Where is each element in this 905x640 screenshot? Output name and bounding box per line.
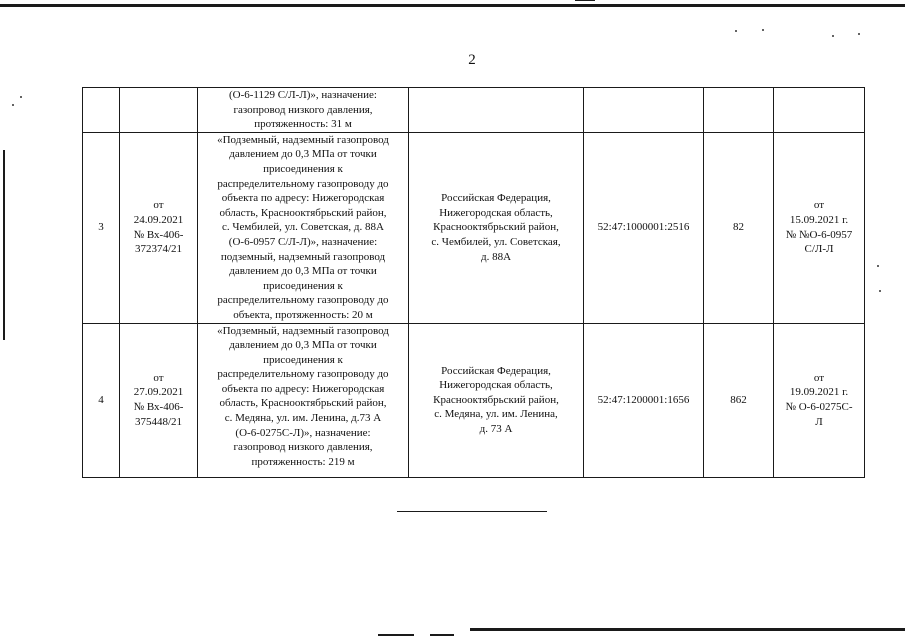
description-line: протяженность: 219 м [251,455,355,468]
decision-line: Л [815,415,823,428]
area-cell [704,88,774,133]
description-cell [198,323,409,477]
address-line: Нижегородская область, [439,379,553,392]
description-line: объекта, протяженность: 20 м [233,308,373,321]
description-line: (О-6-0957 С/Л-Л)», назначение: [228,235,378,248]
scan-edge-bottom-dash [378,634,414,636]
application-line: от [153,371,164,384]
description-line: подземный, надземный газопровод [220,250,386,263]
decision-line: № №О-6-0957 [785,228,853,241]
application-line: 372374/21 [134,243,183,256]
scan-speck [879,290,881,292]
address-line: с. Медяна, ул. им. Ленина, [434,408,558,421]
application-line: 375448/21 [134,415,183,428]
decision-cell [774,323,865,477]
address-cell [409,88,584,133]
application-line: от [153,199,164,212]
description-line: «Подземный, надземный газопровод [217,133,389,146]
application-line: № Вх-406- [133,228,184,241]
row-number-cell: 3 [83,132,120,323]
application-line: 24.09.2021 [133,214,184,227]
scan-speck [877,265,879,267]
application-line: 27.09.2021 [133,386,184,399]
scan-edge-bottom-dash [430,634,454,636]
application-cell [120,323,198,477]
scan-edge-top-fragment [575,0,595,1]
description-cell [198,88,409,133]
scan-speck [832,35,834,37]
description-line: присоединения к [263,162,343,175]
description-line: с. Чембилей, ул. Советская, д. 88А [222,221,384,234]
description-line: объекта по адресу: Нижегородская [221,192,385,205]
table-row [83,88,865,133]
application-cell [120,132,198,323]
page-number: 2 [468,52,476,68]
scan-edge-top [0,4,905,7]
table-row [83,132,865,323]
description-line: (О-6-0275С-Л)», назначение: [235,426,371,439]
description-line: (О-6-1129 С/Л-Л)», назначение: [229,89,377,101]
row-number-cell: 4 [83,323,120,477]
description-line: давлением до 0,3 МПа от точки [229,148,377,161]
description-line: распределительному газопроводу до [217,177,389,190]
description-line: с. Медяна, ул. им. Ленина, д.73 А [224,412,382,425]
address-cell [409,323,584,477]
address-line: Краснооктябрьский район, [433,221,559,234]
address-line: д. 73 А [479,422,513,435]
decision-line: 19.09.2021 г. [789,386,849,399]
decision-line: 15.09.2021 г. [789,214,849,227]
description-line: газопровод низкого давления, [233,103,373,116]
address-line: Российская Федерация, [441,192,551,205]
description-line: давлением до 0,3 МПа от точки [229,339,377,352]
scan-edge-left [3,150,5,340]
scan-speck [858,33,860,35]
description-cell [198,132,409,323]
address-cell [409,132,584,323]
description-line: область, Краснооктябрьский район, [219,206,387,219]
cadastral-number-cell: 52:47:1000001:2516 [584,132,704,323]
decision-line: С/Л-Л [804,243,834,256]
closing-rule [397,511,547,512]
scan-speck [762,29,764,31]
decision-cell [774,132,865,323]
address-line: с. Чембилей, ул. Советская, [431,235,561,248]
table-row [83,323,865,477]
description-line: «Подземный, надземный газопровод [217,324,389,337]
area-cell: 862 [704,323,774,477]
description-line: объекта по адресу: Нижегородская [221,382,385,395]
decision-line: № О-6-0275С- [785,401,853,413]
decision-line: от [813,371,825,384]
description-line: область, Краснооктябрьский район, [219,397,387,410]
description-line: распределительному газопроводу до [217,294,389,307]
description-line: протяженность: 31 м [254,118,352,131]
application-cell [120,88,198,133]
cadastral-number-cell [584,88,704,133]
description-line: присоединения к [263,279,343,292]
scan-edge-bottom [470,628,905,631]
decision-line: от [813,199,825,212]
description-line: присоединения к [263,353,343,366]
scan-speck [20,96,22,98]
address-line: Нижегородская область, [439,206,553,219]
scan-speck [12,104,14,106]
decision-cell [774,88,865,133]
scan-speck [735,30,737,32]
address-line: Краснооктябрьский район, [433,393,559,406]
area-cell: 82 [704,132,774,323]
registry-table [82,87,865,478]
description-line: газопровод низкого давления, [233,441,373,454]
address-line: д. 88А [480,250,512,263]
description-line: давлением до 0,3 МПа от точки [229,265,377,278]
cadastral-number-cell: 52:47:1200001:1656 [584,323,704,477]
application-line: № Вх-406- [133,401,184,413]
description-line: распределительному газопроводу до [217,368,389,381]
address-line: Российская Федерация, [441,364,551,377]
row-number-cell [83,88,120,133]
